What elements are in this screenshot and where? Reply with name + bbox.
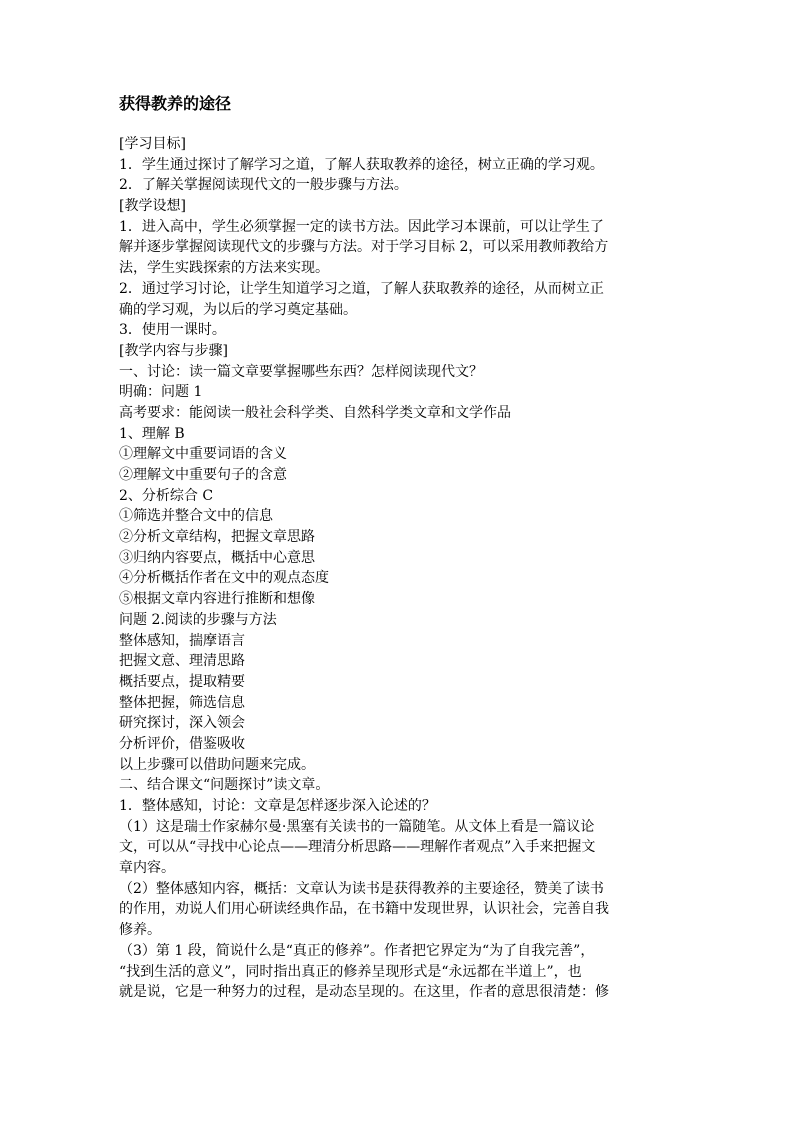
- text-line: 就是说，它是一种努力的过程，是动态呈现的。在这里，作者的意思很清楚：修: [119, 984, 609, 1001]
- text-line: 1．进入高中，学生必须掌握一定的读书方法。因此学习本课前，可以让学生了: [119, 218, 604, 235]
- text-line: 研究探讨，深入领会: [119, 715, 245, 732]
- text-line: 一、讨论：读一篇文章要掌握哪些东西？怎样阅读现代文？: [119, 363, 483, 380]
- text-line: 1、理解 B: [119, 425, 185, 442]
- text-line: 1．整体感知，讨论：文章是怎样逐步深入论述的？: [119, 798, 436, 814]
- text-line: 文，可以从“寻找中心论点——理清分析思路——理解作者观点”入手来把握文: [119, 839, 596, 856]
- text-line: 2．了解关掌握阅读现代文的一般步骤与方法。: [119, 177, 408, 194]
- text-line: ①理解文中重要词语的含义: [119, 446, 287, 463]
- text-line: 以上步骤可以借助问题来完成。: [119, 756, 315, 773]
- text-line: ②理解文中重要句子的含意: [119, 467, 287, 483]
- text-line: 解并逐步掌握阅读现代文的步骤与方法。对于学习目标 2，可以采用教师教给方: [119, 239, 609, 256]
- text-line: 把握文意、理清思路: [119, 653, 245, 670]
- text-line: “找到生活的意义”，同时指出真正的修养呈现形式是“永远都在半道上”，也: [119, 963, 582, 980]
- text-line: ①筛选并整合文中的信息: [119, 508, 273, 525]
- text-line: 法，学生实践探索的方法来实现。: [119, 260, 329, 277]
- text-line: 概括要点，提取精要: [119, 673, 245, 690]
- text-line: 确的学习观，为以后的学习奠定基础。: [119, 301, 357, 318]
- text-line: 2．通过学习讨论，让学生知道学习之道，了解人获取教养的途径，从而树立正: [119, 280, 604, 297]
- text-line: （1）这是瑞士作家赫尔曼·黑塞有关读书的一篇随笔。从文体上看是一篇议论: [119, 818, 595, 835]
- text-line: ⑤根据文章内容进行推断和想像: [119, 591, 315, 608]
- document-title: 获得教养的途径: [119, 94, 232, 113]
- text-line: （2）整体感知内容，概括：文章认为读书是获得教养的主要途径，赞美了读书: [119, 880, 604, 897]
- text-line: 的作用，劝说人们用心研读经典作品，在书籍中发现世界，认识社会，完善自我: [119, 901, 609, 918]
- text-line: [学习目标]: [119, 136, 186, 152]
- document-body: [119, 134, 679, 1003]
- text-line: 二、结合课文“问题探讨”读文章。: [119, 777, 330, 794]
- text-line: （3）第 1 段，简说什么是“真正的修养”。作者把它界定为“为了自我完善”，: [119, 942, 595, 959]
- text-line: 3．使用一课时。: [119, 322, 226, 339]
- text-line: [教学设想]: [119, 198, 186, 215]
- text-line: 整体感知，揣摩语言: [119, 632, 245, 649]
- text-line: 1．学生通过探讨了解学习之道，了解人获取教养的途径，树立正确的学习观。: [119, 156, 604, 173]
- text-line: ②分析文章结构，把握文章思路: [119, 529, 315, 546]
- text-line: 整体把握，筛选信息: [119, 694, 245, 711]
- text-line: [教学内容与步骤]: [119, 342, 228, 359]
- text-line: ③归纳内容要点，概括中心意思: [119, 549, 315, 566]
- text-line: 分析评价，借鉴吸收: [119, 735, 245, 752]
- text-line: 明确：问题 1: [119, 384, 203, 401]
- text-line: ④分析概括作者在文中的观点态度: [119, 570, 329, 587]
- text-line: 章内容。: [119, 860, 175, 877]
- text-line: 问题 2.阅读的步骤与方法: [119, 611, 277, 628]
- text-line: 修养。: [119, 922, 161, 939]
- text-line: 高考要求：能阅读一般社会科学类、自然科学类文章和文学作品: [119, 404, 511, 421]
- text-line: 2、分析综合 C: [119, 487, 214, 504]
